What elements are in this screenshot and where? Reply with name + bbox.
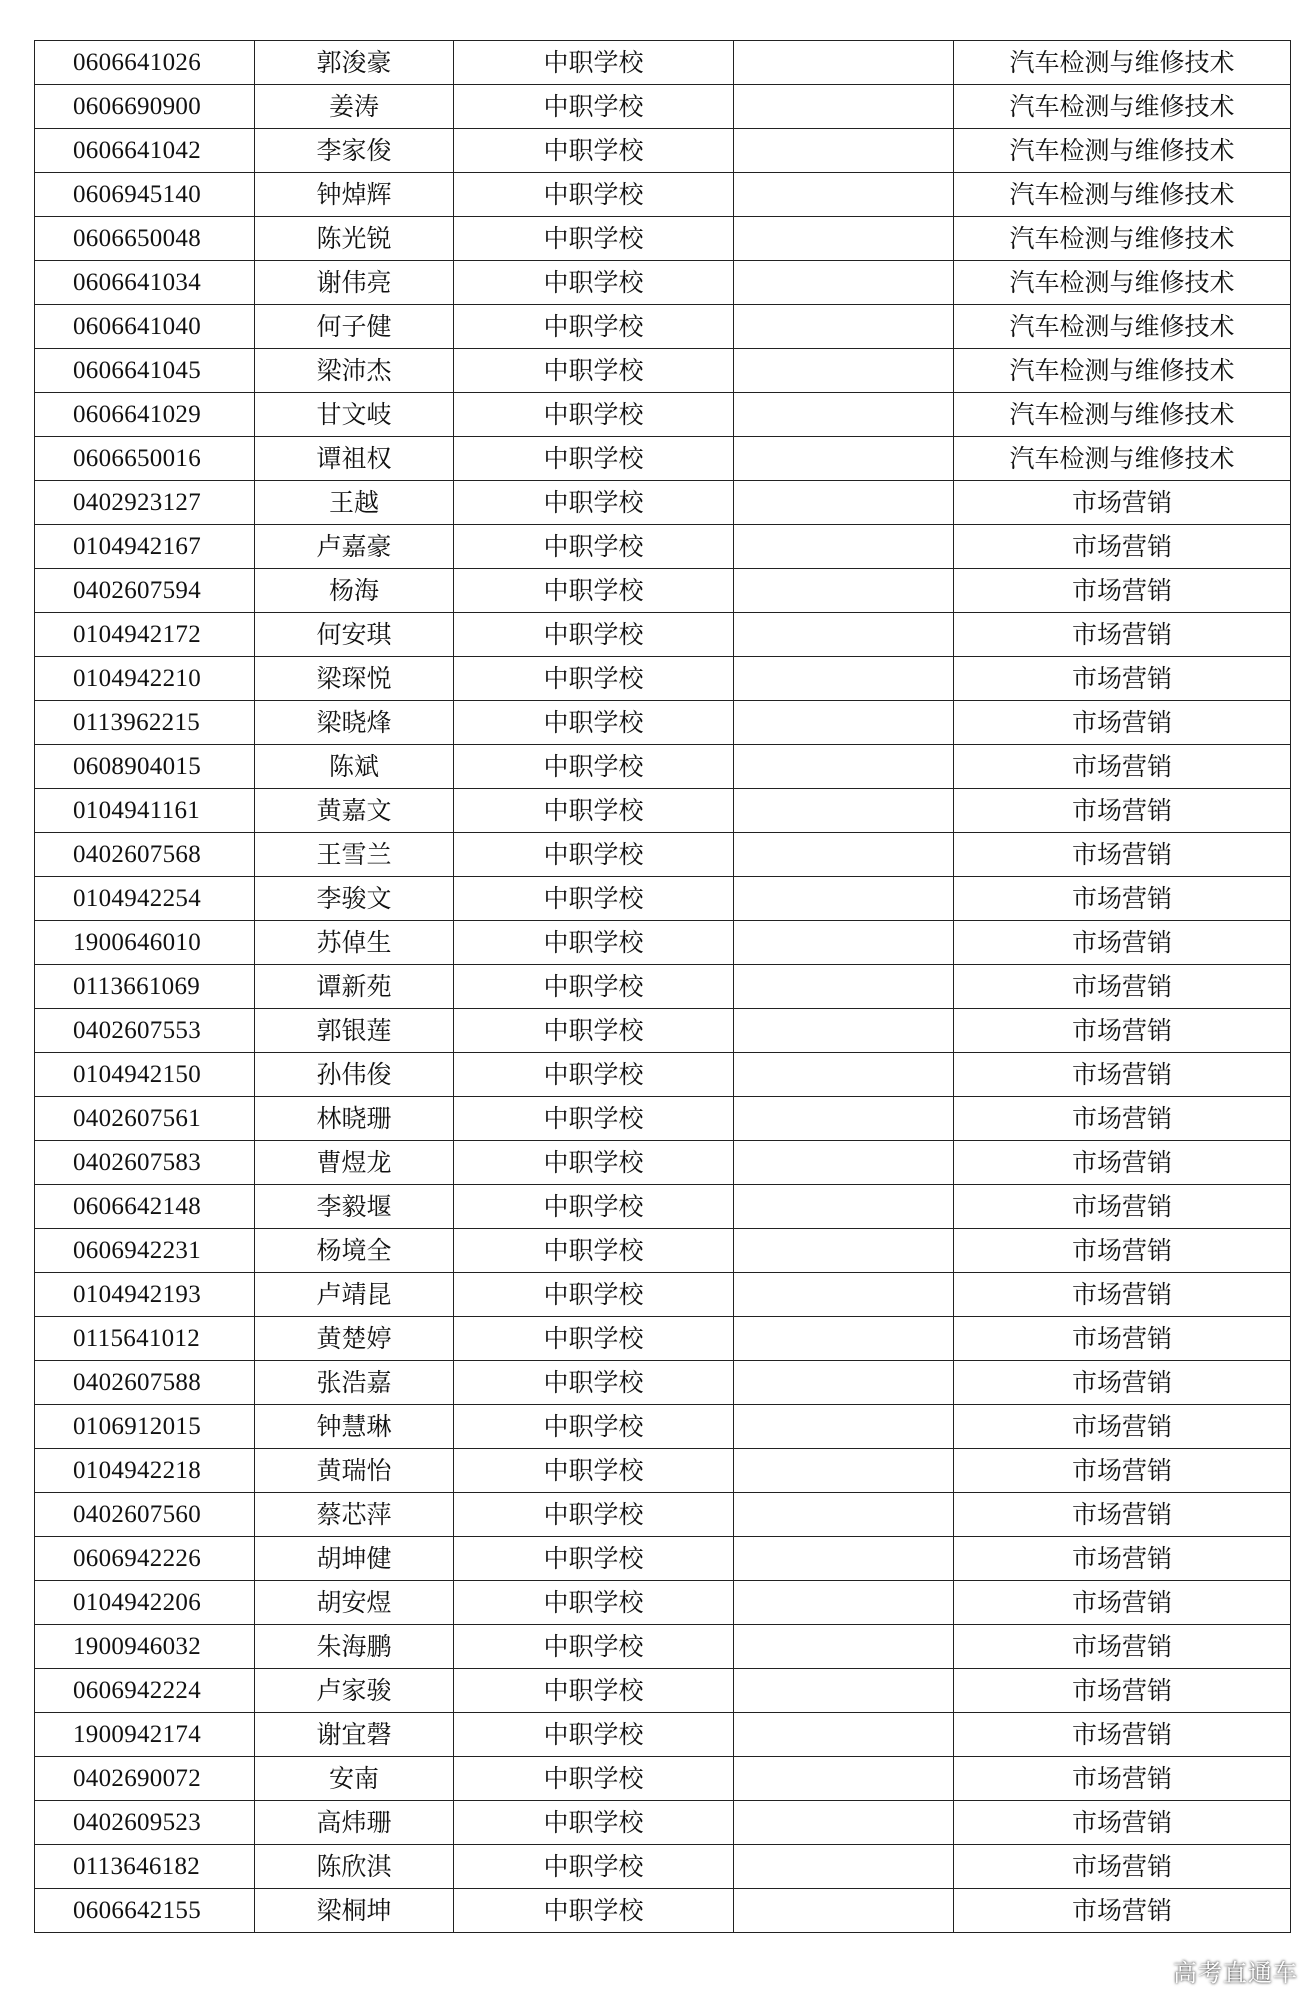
school-type-cell: 中职学校: [454, 129, 734, 173]
school-type-cell: 中职学校: [454, 1801, 734, 1845]
school-type-cell: 中职学校: [454, 1405, 734, 1449]
major-cell: 市场营销: [954, 1537, 1291, 1581]
table-row: [35, 437, 1291, 481]
school-type-cell: 中职学校: [454, 437, 734, 481]
candidate-id-cell: 0402609523: [35, 1801, 255, 1845]
note-cell: [734, 965, 954, 1009]
candidate-id-cell: 1900942174: [35, 1713, 255, 1757]
school-type-cell: 中职学校: [454, 921, 734, 965]
note-cell: [734, 129, 954, 173]
table-row: [35, 41, 1291, 85]
note-cell: [734, 701, 954, 745]
note-cell: [734, 921, 954, 965]
table-row: [35, 1185, 1291, 1229]
school-type-cell: 中职学校: [454, 1097, 734, 1141]
student-name-cell: 曹煜龙: [255, 1141, 454, 1185]
school-type-cell: 中职学校: [454, 1141, 734, 1185]
school-type-cell: 中职学校: [454, 1581, 734, 1625]
table-row: [35, 1889, 1291, 1933]
student-name-cell: 梁桐坤: [255, 1889, 454, 1933]
major-cell: 汽车检测与维修技术: [954, 173, 1291, 217]
major-cell: 市场营销: [954, 833, 1291, 877]
table-row: [35, 217, 1291, 261]
candidate-id-cell: 0606690900: [35, 85, 255, 129]
table-row: [35, 261, 1291, 305]
student-name-cell: 胡坤健: [255, 1537, 454, 1581]
note-cell: [734, 1581, 954, 1625]
note-cell: [734, 1757, 954, 1801]
note-cell: [734, 41, 954, 85]
note-cell: [734, 85, 954, 129]
table-row: [35, 1097, 1291, 1141]
table-row: [35, 965, 1291, 1009]
student-name-cell: 黄嘉文: [255, 789, 454, 833]
candidate-id-cell: 0608904015: [35, 745, 255, 789]
candidate-id-cell: 0606641026: [35, 41, 255, 85]
table-row: [35, 1669, 1291, 1713]
student-name-cell: 卢靖昆: [255, 1273, 454, 1317]
note-cell: [734, 1361, 954, 1405]
major-cell: 市场营销: [954, 525, 1291, 569]
school-type-cell: 中职学校: [454, 1845, 734, 1889]
student-name-cell: 杨境全: [255, 1229, 454, 1273]
table-row: [35, 525, 1291, 569]
note-cell: [734, 393, 954, 437]
school-type-cell: 中职学校: [454, 833, 734, 877]
student-name-cell: 王越: [255, 481, 454, 525]
school-type-cell: 中职学校: [454, 1229, 734, 1273]
student-name-cell: 胡安煜: [255, 1581, 454, 1625]
candidate-id-cell: 0606942226: [35, 1537, 255, 1581]
candidate-id-cell: 0606641042: [35, 129, 255, 173]
watermark-logo: 高考直通车: [1173, 1959, 1298, 1987]
major-cell: 市场营销: [954, 1889, 1291, 1933]
candidate-id-cell: 0106912015: [35, 1405, 255, 1449]
candidate-id-cell: 0104942210: [35, 657, 255, 701]
table-row: [35, 1273, 1291, 1317]
note-cell: [734, 1493, 954, 1537]
table-row: [35, 921, 1291, 965]
student-name-cell: 安南: [255, 1757, 454, 1801]
candidate-id-cell: 0606641045: [35, 349, 255, 393]
major-cell: 市场营销: [954, 1405, 1291, 1449]
school-type-cell: 中职学校: [454, 393, 734, 437]
school-type-cell: 中职学校: [454, 349, 734, 393]
major-cell: 市场营销: [954, 1801, 1291, 1845]
student-name-cell: 林晓珊: [255, 1097, 454, 1141]
student-name-cell: 张浩嘉: [255, 1361, 454, 1405]
school-type-cell: 中职学校: [454, 481, 734, 525]
student-name-cell: 杨海: [255, 569, 454, 613]
note-cell: [734, 1845, 954, 1889]
student-name-cell: 谢伟亮: [255, 261, 454, 305]
table-row: [35, 745, 1291, 789]
school-type-cell: 中职学校: [454, 701, 734, 745]
school-type-cell: 中职学校: [454, 85, 734, 129]
table-row: [35, 305, 1291, 349]
major-cell: 汽车检测与维修技术: [954, 305, 1291, 349]
student-name-cell: 黄瑞怡: [255, 1449, 454, 1493]
school-type-cell: 中职学校: [454, 1185, 734, 1229]
major-cell: 汽车检测与维修技术: [954, 437, 1291, 481]
note-cell: [734, 1537, 954, 1581]
note-cell: [734, 1889, 954, 1933]
student-name-cell: 李家俊: [255, 129, 454, 173]
major-cell: 市场营销: [954, 1053, 1291, 1097]
note-cell: [734, 349, 954, 393]
table-row: [35, 85, 1291, 129]
candidate-id-cell: 0606650048: [35, 217, 255, 261]
school-type-cell: 中职学校: [454, 1889, 734, 1933]
table-row: [35, 1009, 1291, 1053]
table-row: [35, 701, 1291, 745]
major-cell: 市场营销: [954, 1625, 1291, 1669]
table-row: [35, 1317, 1291, 1361]
school-type-cell: 中职学校: [454, 305, 734, 349]
table-row: [35, 1229, 1291, 1273]
school-type-cell: 中职学校: [454, 1713, 734, 1757]
student-name-cell: 姜涛: [255, 85, 454, 129]
note-cell: [734, 1449, 954, 1493]
note-cell: [734, 1141, 954, 1185]
school-type-cell: 中职学校: [454, 789, 734, 833]
table-row: [35, 1141, 1291, 1185]
candidate-id-cell: 0606650016: [35, 437, 255, 481]
school-type-cell: 中职学校: [454, 1361, 734, 1405]
major-cell: 汽车检测与维修技术: [954, 129, 1291, 173]
table-body: [35, 41, 1291, 1933]
table-row: [35, 1581, 1291, 1625]
student-name-cell: 李骏文: [255, 877, 454, 921]
student-name-cell: 何安琪: [255, 613, 454, 657]
table-row: [35, 129, 1291, 173]
school-type-cell: 中职学校: [454, 261, 734, 305]
major-cell: 市场营销: [954, 569, 1291, 613]
note-cell: [734, 745, 954, 789]
student-name-cell: 卢家骏: [255, 1669, 454, 1713]
major-cell: 市场营销: [954, 1097, 1291, 1141]
note-cell: [734, 305, 954, 349]
student-name-cell: 孙伟俊: [255, 1053, 454, 1097]
note-cell: [734, 1273, 954, 1317]
table-row: [35, 1361, 1291, 1405]
major-cell: 市场营销: [954, 1581, 1291, 1625]
note-cell: [734, 1097, 954, 1141]
major-cell: 市场营销: [954, 1185, 1291, 1229]
major-cell: 市场营销: [954, 1669, 1291, 1713]
student-name-cell: 甘文岐: [255, 393, 454, 437]
candidate-id-cell: 0402690072: [35, 1757, 255, 1801]
candidate-id-cell: 1900946032: [35, 1625, 255, 1669]
table-row: [35, 569, 1291, 613]
school-type-cell: 中职学校: [454, 569, 734, 613]
major-cell: 市场营销: [954, 1361, 1291, 1405]
student-name-cell: 陈斌: [255, 745, 454, 789]
note-cell: [734, 481, 954, 525]
major-cell: 市场营销: [954, 701, 1291, 745]
major-cell: 市场营销: [954, 1229, 1291, 1273]
table-row: [35, 877, 1291, 921]
student-name-cell: 朱海鹏: [255, 1625, 454, 1669]
student-name-cell: 梁晓烽: [255, 701, 454, 745]
note-cell: [734, 569, 954, 613]
school-type-cell: 中职学校: [454, 525, 734, 569]
table-row: [35, 1053, 1291, 1097]
student-name-cell: 李毅堰: [255, 1185, 454, 1229]
note-cell: [734, 1009, 954, 1053]
table-row: [35, 393, 1291, 437]
admission-list-table: [34, 40, 1291, 1933]
table-row: [35, 1845, 1291, 1889]
school-type-cell: 中职学校: [454, 877, 734, 921]
student-name-cell: 王雪兰: [255, 833, 454, 877]
table-row: [35, 481, 1291, 525]
note-cell: [734, 1625, 954, 1669]
table-row: [35, 1801, 1291, 1845]
candidate-id-cell: 0104941161: [35, 789, 255, 833]
note-cell: [734, 613, 954, 657]
candidate-id-cell: 0402607583: [35, 1141, 255, 1185]
note-cell: [734, 1801, 954, 1845]
table-row: [35, 1757, 1291, 1801]
candidate-id-cell: 0113962215: [35, 701, 255, 745]
candidate-id-cell: 0113646182: [35, 1845, 255, 1889]
student-name-cell: 谢宜磬: [255, 1713, 454, 1757]
major-cell: 市场营销: [954, 1493, 1291, 1537]
major-cell: 市场营销: [954, 789, 1291, 833]
table-row: [35, 1537, 1291, 1581]
school-type-cell: 中职学校: [454, 1493, 734, 1537]
table-row: [35, 657, 1291, 701]
note-cell: [734, 1185, 954, 1229]
school-type-cell: 中职学校: [454, 613, 734, 657]
student-name-cell: 蔡芯萍: [255, 1493, 454, 1537]
student-name-cell: 梁琛悦: [255, 657, 454, 701]
candidate-id-cell: 0402607553: [35, 1009, 255, 1053]
school-type-cell: 中职学校: [454, 657, 734, 701]
note-cell: [734, 173, 954, 217]
major-cell: 汽车检测与维修技术: [954, 217, 1291, 261]
student-name-cell: 陈欣淇: [255, 1845, 454, 1889]
major-cell: 市场营销: [954, 1317, 1291, 1361]
major-cell: 市场营销: [954, 877, 1291, 921]
school-type-cell: 中职学校: [454, 745, 734, 789]
note-cell: [734, 877, 954, 921]
candidate-id-cell: 0606642155: [35, 1889, 255, 1933]
table-row: [35, 1405, 1291, 1449]
candidate-id-cell: 0606641034: [35, 261, 255, 305]
student-name-cell: 郭银莲: [255, 1009, 454, 1053]
candidate-id-cell: 0115641012: [35, 1317, 255, 1361]
table-row: [35, 1713, 1291, 1757]
major-cell: 市场营销: [954, 1273, 1291, 1317]
candidate-id-cell: 0402607568: [35, 833, 255, 877]
note-cell: [734, 1713, 954, 1757]
student-name-cell: 谭新苑: [255, 965, 454, 1009]
table-row: [35, 349, 1291, 393]
candidate-id-cell: 0402923127: [35, 481, 255, 525]
major-cell: 汽车检测与维修技术: [954, 41, 1291, 85]
candidate-id-cell: 0104942254: [35, 877, 255, 921]
major-cell: 汽车检测与维修技术: [954, 85, 1291, 129]
candidate-id-cell: 0113661069: [35, 965, 255, 1009]
note-cell: [734, 657, 954, 701]
candidate-id-cell: 0606942224: [35, 1669, 255, 1713]
note-cell: [734, 1317, 954, 1361]
note-cell: [734, 1229, 954, 1273]
candidate-id-cell: 0402607594: [35, 569, 255, 613]
major-cell: 市场营销: [954, 745, 1291, 789]
candidate-id-cell: 1900646010: [35, 921, 255, 965]
student-name-cell: 卢嘉豪: [255, 525, 454, 569]
school-type-cell: 中职学校: [454, 1009, 734, 1053]
table-row: [35, 833, 1291, 877]
candidate-id-cell: 0104942167: [35, 525, 255, 569]
candidate-id-cell: 0606945140: [35, 173, 255, 217]
table-row: [35, 613, 1291, 657]
note-cell: [734, 833, 954, 877]
school-type-cell: 中职学校: [454, 1449, 734, 1493]
school-type-cell: 中职学校: [454, 1757, 734, 1801]
candidate-id-cell: 0402607561: [35, 1097, 255, 1141]
candidate-id-cell: 0104942218: [35, 1449, 255, 1493]
student-name-cell: 黄楚婷: [255, 1317, 454, 1361]
major-cell: 市场营销: [954, 1757, 1291, 1801]
note-cell: [734, 1669, 954, 1713]
candidate-id-cell: 0104942150: [35, 1053, 255, 1097]
candidate-id-cell: 0606641029: [35, 393, 255, 437]
note-cell: [734, 217, 954, 261]
note-cell: [734, 789, 954, 833]
note-cell: [734, 261, 954, 305]
major-cell: 市场营销: [954, 965, 1291, 1009]
student-name-cell: 郭浚豪: [255, 41, 454, 85]
candidate-id-cell: 0104942172: [35, 613, 255, 657]
candidate-id-cell: 0402607560: [35, 1493, 255, 1537]
table-row: [35, 789, 1291, 833]
major-cell: 市场营销: [954, 481, 1291, 525]
student-name-cell: 苏倬生: [255, 921, 454, 965]
candidate-id-cell: 0606641040: [35, 305, 255, 349]
school-type-cell: 中职学校: [454, 1317, 734, 1361]
school-type-cell: 中职学校: [454, 1669, 734, 1713]
table-row: [35, 1625, 1291, 1669]
candidate-id-cell: 0104942193: [35, 1273, 255, 1317]
note-cell: [734, 1405, 954, 1449]
major-cell: 市场营销: [954, 1845, 1291, 1889]
note-cell: [734, 437, 954, 481]
school-type-cell: 中职学校: [454, 965, 734, 1009]
candidate-id-cell: 0104942206: [35, 1581, 255, 1625]
major-cell: 市场营销: [954, 1009, 1291, 1053]
note-cell: [734, 1053, 954, 1097]
major-cell: 市场营销: [954, 613, 1291, 657]
major-cell: 市场营销: [954, 1449, 1291, 1493]
major-cell: 市场营销: [954, 657, 1291, 701]
student-name-cell: 梁沛杰: [255, 349, 454, 393]
major-cell: 市场营销: [954, 1141, 1291, 1185]
major-cell: 市场营销: [954, 921, 1291, 965]
candidate-id-cell: 0402607588: [35, 1361, 255, 1405]
table-row: [35, 1493, 1291, 1537]
student-name-cell: 陈光锐: [255, 217, 454, 261]
student-name-cell: 钟慧琳: [255, 1405, 454, 1449]
school-type-cell: 中职学校: [454, 1053, 734, 1097]
school-type-cell: 中职学校: [454, 41, 734, 85]
school-type-cell: 中职学校: [454, 173, 734, 217]
school-type-cell: 中职学校: [454, 1273, 734, 1317]
major-cell: 市场营销: [954, 1713, 1291, 1757]
school-type-cell: 中职学校: [454, 217, 734, 261]
table-row: [35, 1449, 1291, 1493]
candidate-id-cell: 0606942231: [35, 1229, 255, 1273]
table-row: [35, 173, 1291, 217]
student-name-cell: 谭祖权: [255, 437, 454, 481]
note-cell: [734, 525, 954, 569]
student-name-cell: 钟焯辉: [255, 173, 454, 217]
candidate-id-cell: 0606642148: [35, 1185, 255, 1229]
school-type-cell: 中职学校: [454, 1537, 734, 1581]
student-name-cell: 何子健: [255, 305, 454, 349]
student-name-cell: 高炜珊: [255, 1801, 454, 1845]
major-cell: 汽车检测与维修技术: [954, 393, 1291, 437]
school-type-cell: 中职学校: [454, 1625, 734, 1669]
major-cell: 汽车检测与维修技术: [954, 261, 1291, 305]
major-cell: 汽车检测与维修技术: [954, 349, 1291, 393]
